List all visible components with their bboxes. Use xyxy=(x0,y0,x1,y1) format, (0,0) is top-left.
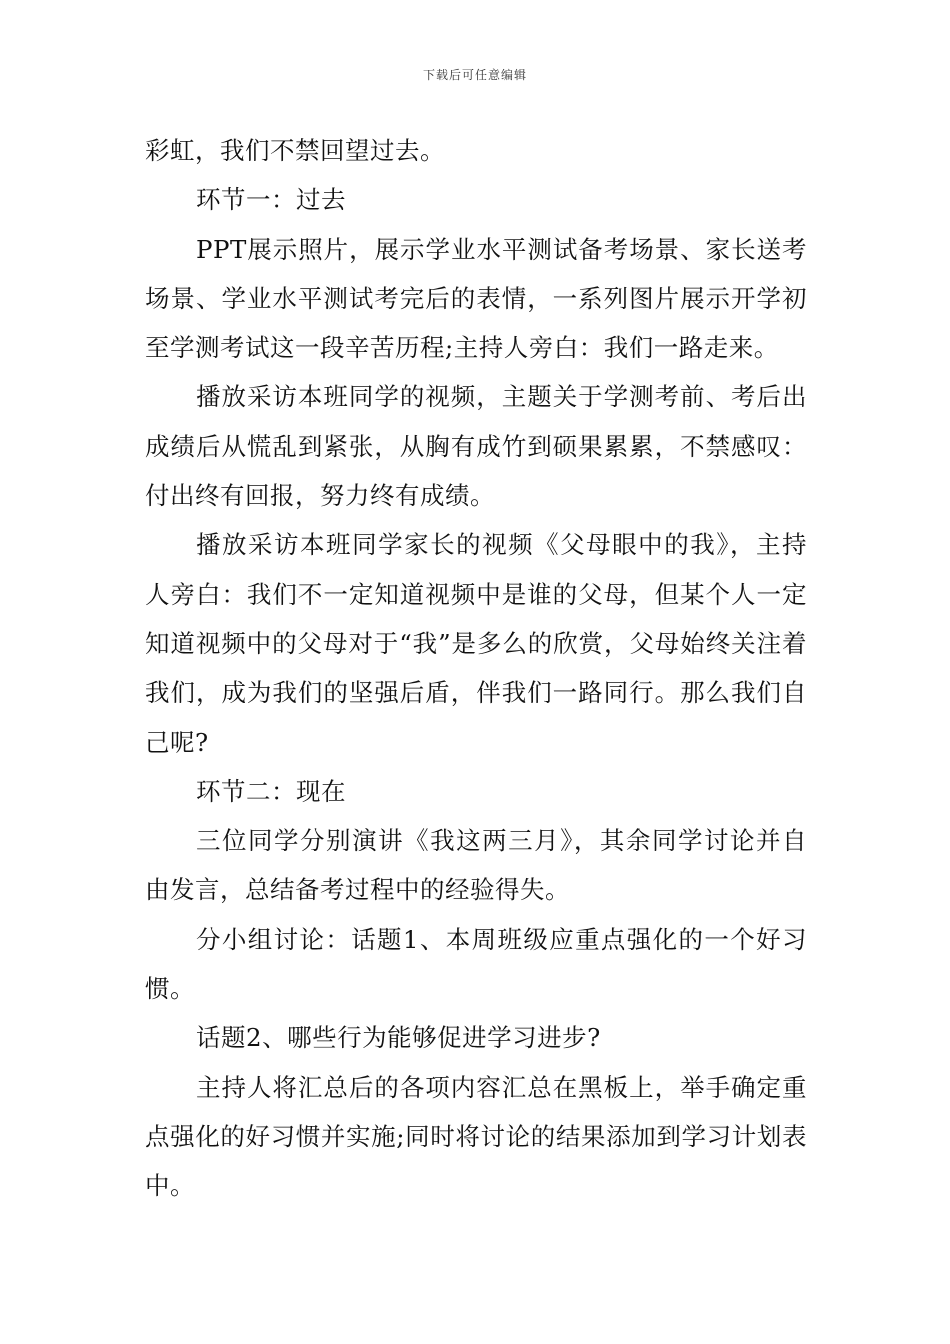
paragraph: 主持人将汇总后的各项内容汇总在黑板上，举手确定重点强化的好习惯并实施;同时将讨论的结果添加到学习计划表中。 xyxy=(145,1072,807,1201)
paragraph: 三位同学分别演讲《我这两三月》，其余同学讨论并自由发言，总结备考过程中的经验得失。 xyxy=(145,826,807,905)
paragraph: 话题2、哪些行为能够促进学习进步? xyxy=(196,1023,601,1053)
page-header: 下载后可任意编辑 xyxy=(422,68,527,82)
paragraph: 彩虹，我们不禁回望过去。 xyxy=(145,136,445,165)
section-heading: 环节二：现在 xyxy=(196,776,346,806)
paragraph: PPT展示照片，展示学业水平测试备考场景、家长送考场景、学业水平测试考完后的表情，一系列图片展示开学初至学测考试这一段辛苦历程;主持人旁白：我们一路走来。 xyxy=(145,234,807,363)
section-heading: 环节一：过去 xyxy=(196,185,346,215)
paragraph: 分小组讨论：话题1、本周班级应重点强化的一个好习惯。 xyxy=(145,924,807,1004)
document-body xyxy=(145,126,807,1211)
paragraph: 播放采访本班同学的视频，主题关于学测考前、考后出成绩后从慌乱到紧张，从胸有成竹到硕果累累，不禁感叹：付出终有回报，努力终有成绩。 xyxy=(145,382,807,511)
paragraph: 播放采访本班同学家长的视频《父母眼中的我》，主持人旁白：我们不一定知道视频中是谁的父母，但某个人一定知道视频中的父母对于“我”是多么的欣赏，父母始终关注着我们，成为我们的坚强后盾，伴我们一路同行。那么我们自己呢? xyxy=(145,530,807,757)
